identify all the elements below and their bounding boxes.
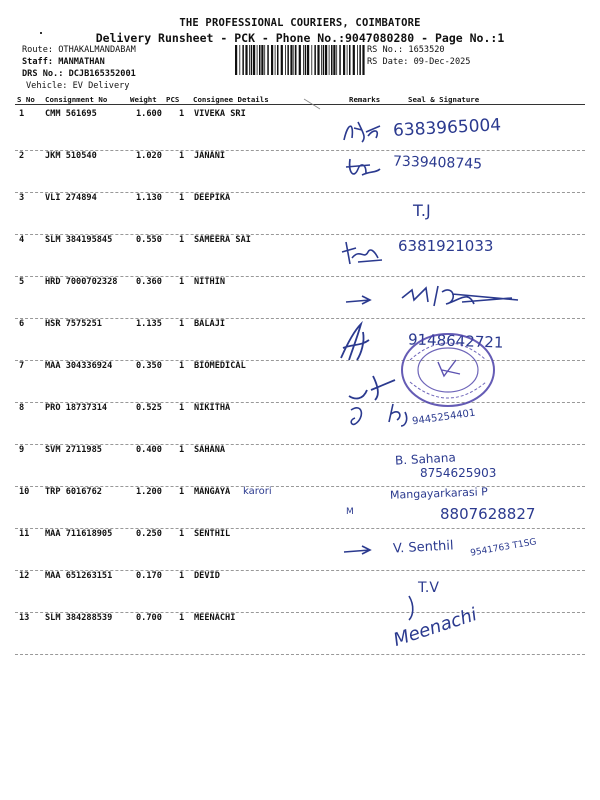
cell-consignee: BALAJI (194, 319, 226, 329)
cell-pcs: 1 (179, 571, 185, 581)
cell-consignee: MANGAYA (194, 487, 231, 497)
signature-4 (338, 238, 388, 268)
barcode-bar (277, 45, 279, 75)
cell-weight: 1.600 (136, 109, 162, 119)
barcode-bar (317, 45, 319, 75)
barcode-bar (259, 45, 261, 75)
hw-phone-4: 6381921033 (398, 237, 494, 255)
barcode-bar (287, 45, 289, 75)
runsheet-subtitle: Delivery Runsheet - PCK - Phone No.:9047080280 - Page No.:1 (95, 31, 505, 45)
barcode-bar (299, 45, 301, 75)
barcode-bar (239, 45, 240, 75)
barcode-bar (357, 45, 358, 75)
row-separator (15, 150, 585, 151)
signature-2 (340, 155, 385, 185)
cell-pcs: 1 (179, 151, 185, 161)
hw-initials-3: T.J (413, 201, 431, 220)
col-consignee: Consignee Details (193, 95, 269, 104)
pen-stroke-remark (300, 95, 330, 115)
drs-info: DRS No.: DCJB165352001 (22, 69, 136, 79)
signature-12-underline (405, 592, 435, 622)
cell-weight: 0.550 (136, 235, 162, 245)
cell-pcs: 1 (179, 319, 185, 329)
barcode (235, 45, 365, 75)
barcode-bar (257, 45, 258, 75)
cell-weight: 1.130 (136, 193, 162, 203)
cell-consignment: HRD 7000702328 (45, 277, 118, 287)
cell-consignment: MAA 711618905 (45, 529, 113, 539)
barcode-bar (343, 45, 345, 75)
barcode-bar (293, 45, 294, 75)
cell-pcs: 1 (179, 361, 185, 371)
hw-initials-12: T.V (418, 580, 439, 596)
cell-weight: 0.250 (136, 529, 162, 539)
cell-consignment: PRO 18737314 (45, 403, 108, 413)
barcode-bar (329, 45, 330, 75)
barcode-bar (339, 45, 341, 75)
barcode-bar (325, 45, 327, 75)
cell-consignment: SLM 384195845 (45, 235, 113, 245)
barcode-bar (305, 45, 307, 75)
cell-consignment: TRP 6016762 (45, 487, 102, 497)
cell-pcs: 1 (179, 613, 185, 623)
cell-pcs: 1 (179, 109, 185, 119)
barcode-bar (285, 45, 286, 75)
staff-info: Staff: MANMATHAN (22, 57, 105, 67)
cell-consignee: SAMEERA SAI (194, 235, 251, 245)
cell-sno: 6 (19, 319, 25, 329)
col-sno: S No (17, 95, 35, 104)
barcode-bar (333, 45, 335, 75)
barcode-bar (314, 45, 316, 75)
route-info: Route: OTHAKALMANDABAM (22, 45, 136, 55)
barcode-bar (336, 45, 337, 75)
col-remarks: Remarks (349, 95, 381, 104)
cell-pcs: 1 (179, 445, 185, 455)
cell-consignee: JANANI (194, 151, 226, 161)
hw-name-9: B. Sahana (394, 450, 457, 468)
barcode-bar (311, 45, 312, 75)
cell-consignee: BIOMEDICAL (194, 361, 246, 371)
cell-sno: 4 (19, 235, 25, 245)
barcode-bar (362, 45, 364, 75)
hw-name-add-10: karori (243, 486, 272, 497)
cell-sno: 9 (19, 445, 25, 455)
cell-weight: 1.200 (136, 487, 162, 497)
cell-consignee: DEEPIKA (194, 193, 231, 203)
cell-sno: 10 (19, 487, 30, 497)
hw-phone-8: 9445254401 (411, 407, 477, 428)
cell-consignment: SVM 2711985 (45, 445, 102, 455)
vehicle-info: Vehicle: EV Delivery (26, 81, 130, 91)
barcode-bar (245, 45, 247, 75)
hw-phone-10: 8807628827 (440, 505, 536, 523)
cell-consignee: MEENACHI (194, 613, 236, 623)
cell-weight: 1.135 (136, 319, 162, 329)
barcode-bar (281, 45, 283, 75)
cell-consignee: DEVID (194, 571, 220, 581)
cell-weight: 0.170 (136, 571, 162, 581)
barcode-bar (249, 45, 250, 75)
cell-consignment: JKM 510540 (45, 151, 97, 161)
cell-sno: 3 (19, 193, 25, 203)
cell-consignment: MAA 304336924 (45, 361, 113, 371)
cell-consignee: VIVEKA SRI (194, 109, 246, 119)
col-weight: Weight (130, 95, 157, 104)
barcode-bar (253, 45, 255, 75)
cell-sno: 13 (19, 613, 30, 623)
hw-sign-10: Mangayarkarasi P (389, 485, 488, 502)
barcode-bar (295, 45, 297, 75)
barcode-bar (275, 45, 276, 75)
barcode-bar (303, 45, 304, 75)
col-pcs: PCS (166, 95, 180, 104)
row-separator (15, 654, 585, 655)
cell-consignment: VLI 274894 (45, 193, 97, 203)
rs-number: RS No.: 1653520 (367, 45, 445, 55)
company-title: THE PROFESSIONAL COURIERS, COIMBATORE (179, 17, 421, 29)
barcode-bar (264, 45, 265, 75)
col-seal-signature: Seal & Signature (408, 95, 480, 104)
col-consignment: Consignment No (45, 95, 108, 104)
barcode-bar (353, 45, 355, 75)
cell-sno: 8 (19, 403, 25, 413)
hw-phone-2: 7339408745 (392, 153, 483, 173)
barcode-bar (331, 45, 333, 75)
cell-sno: 5 (19, 277, 25, 287)
cell-pcs: 1 (179, 235, 185, 245)
cell-consignee: NITHIN (194, 277, 226, 287)
barcode-bar (359, 45, 361, 75)
cell-weight: 0.400 (136, 445, 162, 455)
rs-date: RS Date: 09-Dec-2025 (367, 57, 471, 67)
cell-weight: 0.525 (136, 403, 162, 413)
hw-sign-11: V. Senthil (392, 538, 454, 557)
barcode-bar (251, 45, 253, 75)
barcode-bar (235, 45, 237, 75)
cell-consignment: HSR 7575251 (45, 319, 102, 329)
cell-sno: 12 (19, 571, 30, 581)
cell-consignment: MAA 651263151 (45, 571, 113, 581)
barcode-bar (267, 45, 269, 75)
row-separator (15, 192, 585, 193)
cell-weight: 0.350 (136, 361, 162, 371)
cell-consignee: NIKITHA (194, 403, 231, 413)
signature-6 (335, 320, 385, 365)
cell-pcs: 1 (179, 487, 185, 497)
cell-pcs: 1 (179, 529, 185, 539)
cell-consignee: SAHANA (194, 445, 226, 455)
cell-sno: 7 (19, 361, 25, 371)
signature-11-arrow (340, 540, 380, 560)
hw-phone-1: 6383965004 (392, 115, 502, 141)
cell-weight: 0.360 (136, 277, 162, 287)
cell-consignee: SENTHIL (194, 529, 231, 539)
signature-5 (342, 282, 542, 312)
cell-pcs: 1 (179, 277, 185, 287)
hw-phone-9: 8754625903 (420, 466, 497, 480)
cell-weight: 1.020 (136, 151, 162, 161)
barcode-bar (242, 45, 244, 75)
signature-1 (340, 118, 390, 148)
hw-phone-6: 9148642721 (407, 330, 504, 352)
cell-consignment: CMM 561695 (45, 109, 97, 119)
barcode-bar (307, 45, 309, 75)
company-seal-stamp (398, 330, 498, 410)
hw-sign-13: Meenachi (390, 604, 480, 651)
cell-sno: 11 (19, 529, 30, 539)
barcode-bar (290, 45, 292, 75)
hw-mark-10: M (346, 507, 354, 517)
cell-sno: 2 (19, 151, 25, 161)
hw-phone-11: 9541763 T1SG (469, 537, 538, 559)
barcode-bar (349, 45, 351, 75)
barcode-bar (323, 45, 325, 75)
barcode-bar (271, 45, 273, 75)
cell-weight: 0.700 (136, 613, 162, 623)
barcode-bar (321, 45, 322, 75)
barcode-bar (347, 45, 348, 75)
cell-pcs: 1 (179, 403, 185, 413)
cell-sno: 1 (19, 109, 25, 119)
cell-consignment: SLM 384288539 (45, 613, 113, 623)
cell-pcs: 1 (179, 193, 185, 203)
barcode-bar (261, 45, 263, 75)
